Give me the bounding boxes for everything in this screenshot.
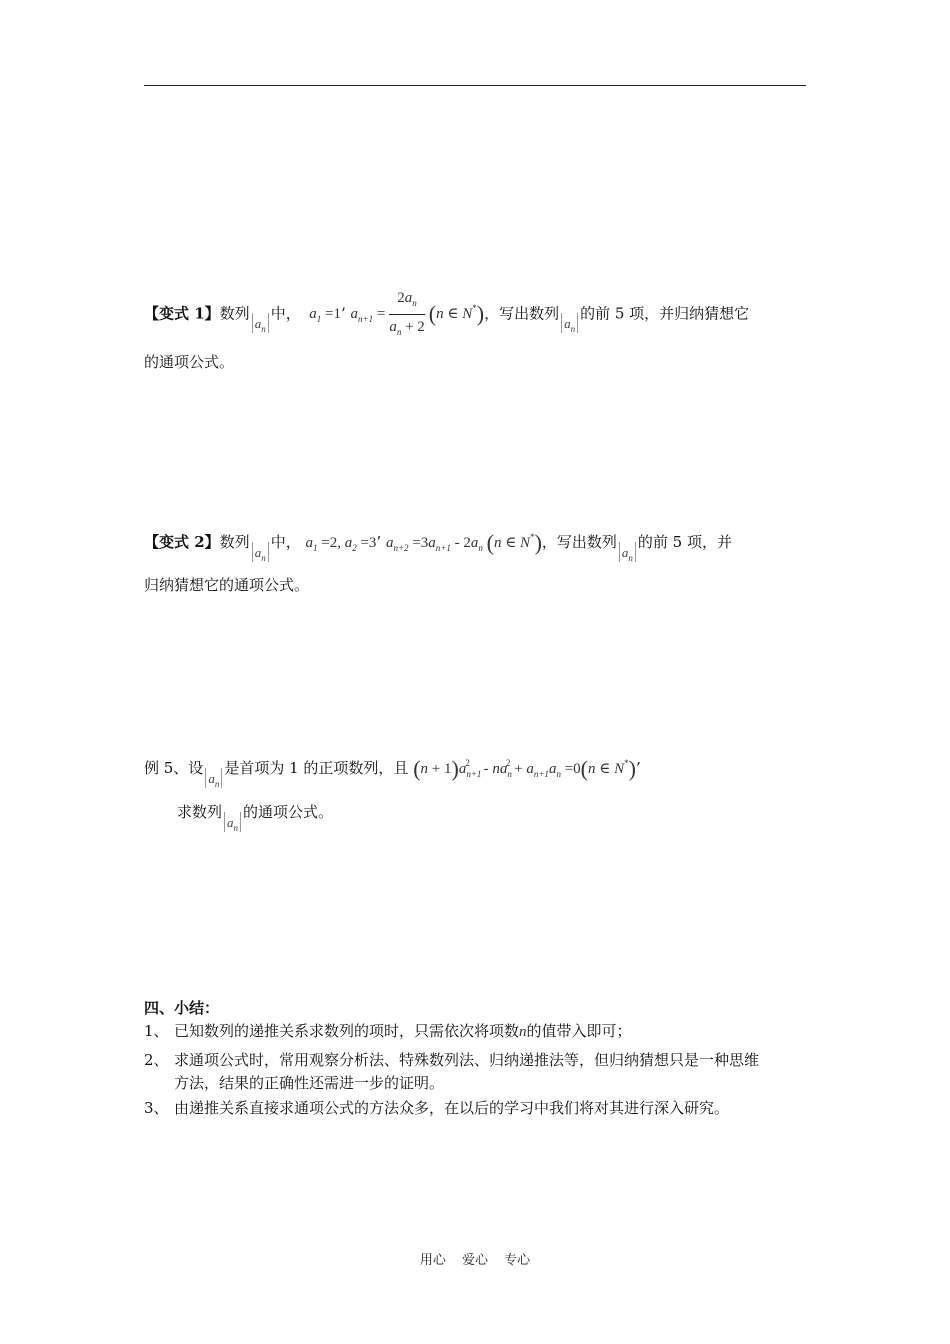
summary-item-text: 已知数列的递推关系求数列的项时，只需依次将项数 xyxy=(174,1022,520,1040)
example5-line1: 例 5、设$a_n$是首项为 1 的正项数列，且 $(n + 1)a_{n+1}^2 - na_n^2 + a_{n+1}a_n =0(n$ ∈ N*)’ xyxy=(144,756,641,789)
sequence-an-symbol: $a_n$ xyxy=(561,313,578,333)
example5-line2 xyxy=(177,802,333,832)
variant2-text2: 中， xyxy=(270,533,301,551)
summary-item-2-continuation: 方法，结果的正确性还需进一步的证明。 xyxy=(174,1074,445,1092)
variant2-text1: 数列 xyxy=(219,533,250,551)
summary-item-number: 2、 xyxy=(144,1051,169,1069)
variant1-initial-condition: $a_1 =1$ xyxy=(305,306,341,325)
variable-n: n xyxy=(519,1024,527,1040)
example5-line2b: 的通项公式。 xyxy=(243,803,334,821)
summary-heading: 四、小结： xyxy=(144,999,220,1017)
sequence-an-symbol: $a_n$ xyxy=(224,812,241,832)
summary-item-2 xyxy=(144,1049,759,1072)
header-rule xyxy=(144,85,806,86)
example5-text2: 是首项为 1 的正项数列，且 xyxy=(224,759,409,777)
summary-item-text: 由递推关系直接求通项公式的方法众多，在以后的学习中我们将对其进行深入研究。 xyxy=(174,1099,730,1117)
variant2-text3: ，写出数列 xyxy=(541,533,617,551)
variant1-text1: 数列 xyxy=(219,304,250,323)
variant1-line1: 【变式 1】数列$a_n$中， $a_1 =1$’ $a_{n+1}$ = $\frac{2a_n}{a_n + 2}$ (n ∈ N*)，写出数列$a_n$的前 5 项，并归纳猜想它 xyxy=(144,290,750,337)
variant1-recurrence: $a_{n+1}$ = $\frac{2a_n}{a_n + 2}$ (n ∈ N*) xyxy=(350,290,485,337)
sequence-an-symbol: $a_n$ xyxy=(252,542,269,562)
summary-item-1 xyxy=(144,1020,632,1044)
variant1-line2: 的通项公式。 xyxy=(144,353,235,371)
example5-line2a: 求数列 xyxy=(177,803,223,821)
sequence-an-symbol: $a_n$ xyxy=(252,313,269,333)
variant2-text4: 的前 5 项，并 xyxy=(637,533,732,551)
variant1-text4: 的前 5 项，并归纳猜想它 xyxy=(580,304,750,323)
variant2-line1: 【变式 2】数列$a_n$中， $a_1 =2$, $a_2 =3$’ $a_{n+2} =3a_{n+1} - 2a_n$ (n ∈ N*)，写出数列$a_n$的前 5 项，并 xyxy=(144,530,732,563)
variant1-text3: ，写出数列 xyxy=(484,304,560,323)
sequence-an-symbol: $a_n$ xyxy=(619,542,636,562)
summary-item-text: 求通项公式时，常用观察分析法、特殊数列法、归纳递推法等，但归纳猜想只是一种思维 xyxy=(174,1051,760,1069)
example5-text1: 例 5、设 xyxy=(144,759,204,777)
summary-item-number: 3、 xyxy=(144,1099,169,1117)
variant2-initial-conditions: $a_1 =2$, $a_2 =3$ xyxy=(305,535,377,553)
variant2-line2: 归纳猜想它的通项公式。 xyxy=(144,576,310,594)
variant1-text2: 中， xyxy=(270,304,301,323)
summary-item-3 xyxy=(144,1097,729,1120)
variant2-recurrence: $a_{n+2} =3a_{n+1} - 2a_n$ (n ∈ N*) xyxy=(385,530,542,555)
variant2-label: 【变式 2】 xyxy=(144,533,220,551)
page-footer: 用心 爱心 专心 xyxy=(419,1253,531,1268)
summary-item-text-after: 的值带入即可； xyxy=(526,1022,632,1040)
variant1-label: 【变式 1】 xyxy=(144,304,220,323)
summary-item-number: 1、 xyxy=(144,1022,169,1040)
sequence-an-symbol: $a_n$ xyxy=(205,768,222,788)
example5-equation: $(n + 1)a_{n+1}^2 - na_n^2 + a_{n+1}a_n =0(n$ ∈ N*) xyxy=(413,756,636,781)
